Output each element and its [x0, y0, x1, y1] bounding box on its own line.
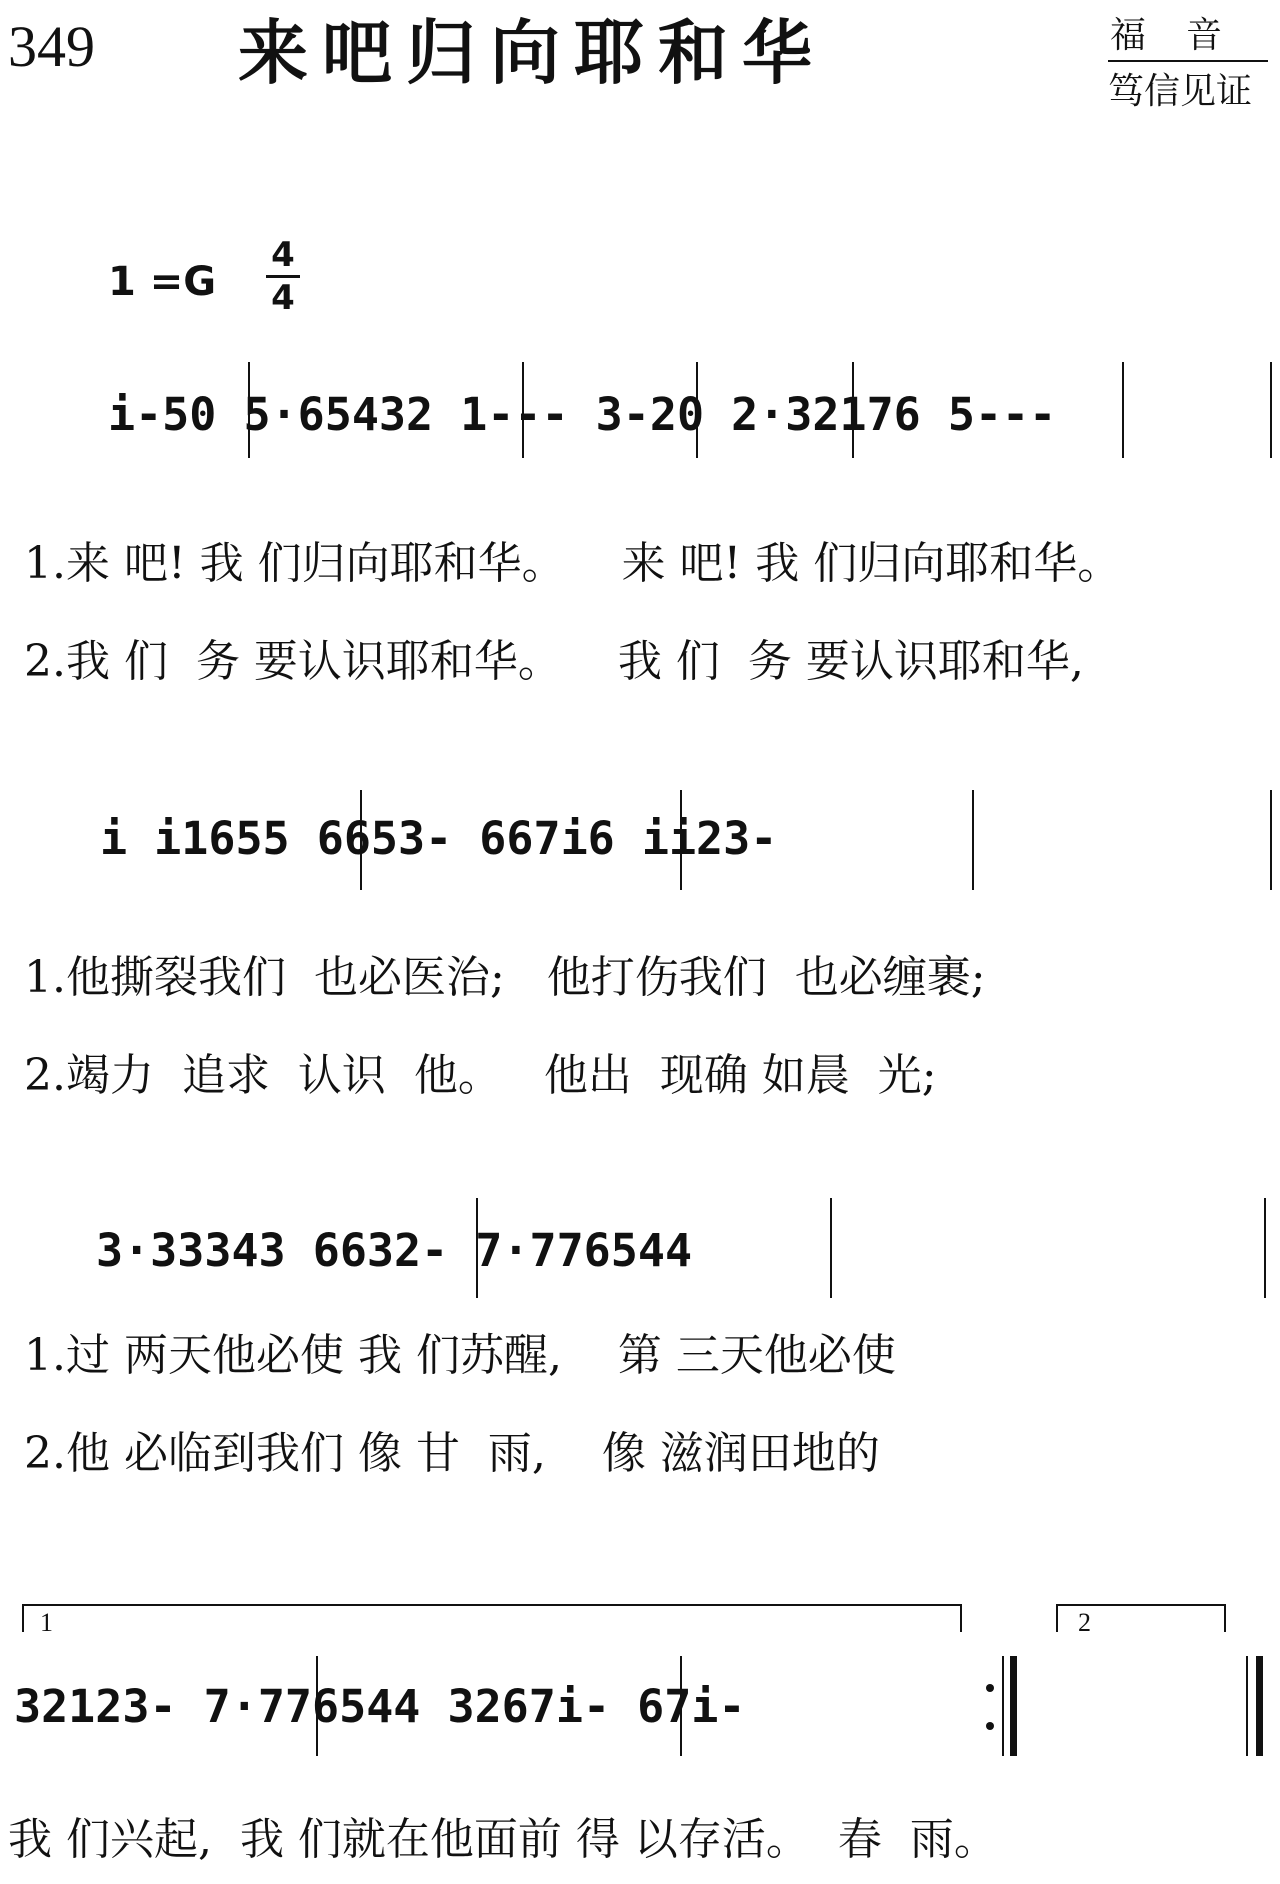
time-signature-top: 4: [271, 235, 295, 275]
barline: [360, 790, 362, 890]
system-3-lyric-2: 2.他 必临到我们 像 甘 雨, 像 滋润田地的: [24, 1428, 880, 1479]
hymn-title: 来吧归向耶和华: [238, 12, 826, 94]
barline: [1270, 362, 1272, 458]
system-1-notes: i-50 5·65432 1--- 3-20 2·32176 5---: [108, 388, 1057, 441]
end-barline-thin: [1246, 1656, 1248, 1756]
system-4-lyric-1: 我 们兴起, 我 们就在他面前 得 以存活。 春 雨。: [8, 1814, 998, 1865]
barline: [1264, 1198, 1266, 1298]
barline: [522, 362, 524, 458]
barline: [1270, 790, 1272, 890]
barline: [830, 1198, 832, 1298]
system-4-notes: 32123- 7·776544 3267i- 67i-: [14, 1680, 746, 1733]
time-signature-bottom: 4: [271, 278, 295, 318]
system-2-lyric-2: 2.竭力 追求 认识 他。 他出 现确 如晨 光;: [24, 1050, 937, 1101]
volta-1-number: 1: [40, 1608, 53, 1637]
system-1-lyric-1: 1.来 吧! 我 们归向耶和华。 来 吧! 我 们归向耶和华。: [24, 538, 1122, 589]
barline: [972, 790, 974, 890]
repeat-barline-thick: [1010, 1656, 1017, 1756]
barline: [476, 1198, 478, 1298]
barline: [852, 362, 854, 458]
barline: [680, 790, 682, 890]
barline: [316, 1656, 318, 1756]
key-signature: 1 =G: [108, 259, 217, 305]
barline: [696, 362, 698, 458]
volta-2-number: 2: [1078, 1608, 1091, 1637]
time-signature: [266, 235, 300, 318]
barline: [680, 1656, 682, 1756]
system-2-notes: i i1655 6653- 667i6 ii23-: [100, 812, 778, 865]
system-1-lyric-2: 2.我 们 务 要认识耶和华。 我 们 务 要认识耶和华,: [24, 636, 1084, 687]
source-line-2: 笃信见证: [1108, 71, 1253, 112]
barline: [1122, 362, 1124, 458]
volta-bracket-1: [22, 1604, 962, 1632]
system-2-lyric-1: 1.他撕裂我们 也必医治; 他打伤我们 也必缠裹;: [24, 952, 986, 1003]
system-3-notes: 3·33343 6632- 7·776544: [96, 1224, 693, 1277]
repeat-barline-thin: [1002, 1656, 1004, 1756]
hymn-number: 349: [8, 14, 95, 79]
source-line-1: 福音: [1110, 15, 1263, 56]
system-3-lyric-1: 1.过 两天他必使 我 们苏醒, 第 三天他必使: [24, 1330, 896, 1381]
end-barline-thick: [1256, 1656, 1263, 1756]
barline: [248, 362, 250, 458]
source-divider: [1108, 60, 1268, 62]
repeat-dot-upper: [986, 1684, 994, 1692]
repeat-dot-lower: [986, 1722, 994, 1730]
